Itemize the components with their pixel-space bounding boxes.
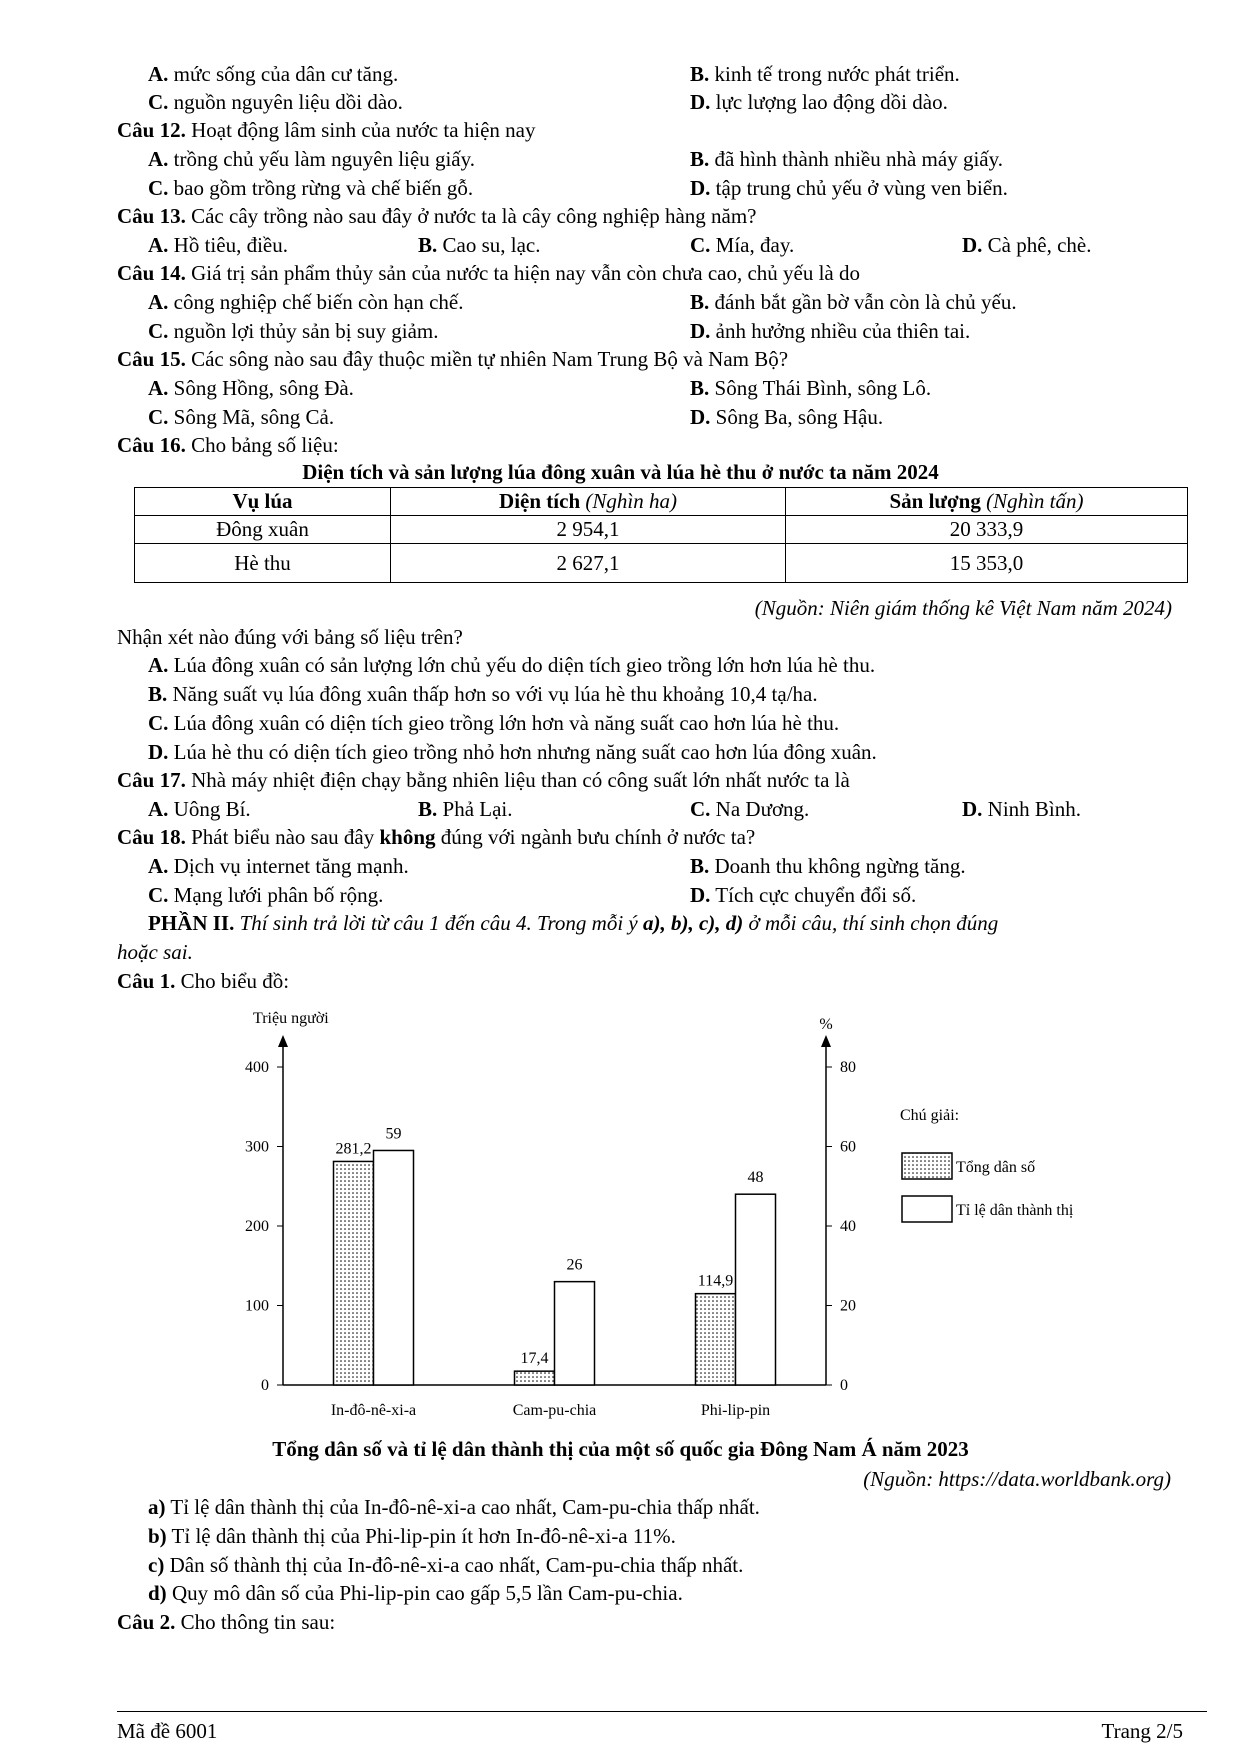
part2-instruction: PHẦN II. Thí sinh trả lời từ câu 1 đến câu 4. Trong mỗi ý a), b), c), d) ở mỗi câu, thí sinh chọn đúng bbox=[148, 911, 999, 935]
q13-stem: Câu 13. Các cây trồng nào sau đây ở nước ta là cây công nghiệp hàng năm? bbox=[117, 204, 757, 228]
p2q1-statement-a: a) Tỉ lệ dân thành thị của In-đô-nê-xi-a cao nhất, Cam-pu-chia thấp nhất. bbox=[148, 1495, 760, 1519]
q11-option-d: D. lực lượng lao động dồi dào. bbox=[690, 90, 948, 114]
q11-option-a: A. mức sống của dân cư tăng. bbox=[148, 62, 399, 86]
table-header-output: Sản lượng (Nghìn tấn) bbox=[786, 488, 1188, 516]
bar-urban-rate-label: 59 bbox=[385, 1125, 402, 1143]
left-tick-label: 100 bbox=[245, 1297, 269, 1315]
chart-caption: Tổng dân số và tỉ lệ dân thành thị của một số quốc gia Đông Nam Á năm 2023 bbox=[272, 1437, 969, 1461]
category-label: Cam-pu-chia bbox=[512, 1402, 597, 1419]
q12-option-c: C. bao gồm trồng rừng và chế biến gỗ. bbox=[148, 176, 474, 200]
bar-population-label: 17,4 bbox=[520, 1350, 549, 1368]
p2q1-statement-c: c) Dân số thành thị của In-đô-nê-xi-a cao nhất, Cam-pu-chia thấp nhất. bbox=[148, 1553, 744, 1577]
right-tick-label: 0 bbox=[840, 1377, 848, 1394]
left-tick-label: 0 bbox=[261, 1377, 269, 1394]
q13-option-b: B. Cao su, lạc. bbox=[418, 233, 541, 257]
bar-urban-rate-label: 26 bbox=[566, 1256, 583, 1274]
table-cell-output: 20 333,9 bbox=[786, 516, 1188, 544]
p2q1-statement-d: d) Quy mô dân số của Phi-lip-pin cao gấp 5,5 lần Cam-pu-chia. bbox=[148, 1581, 683, 1605]
q15-option-d: D. Sông Ba, sông Hậu. bbox=[690, 405, 884, 429]
q14-option-a: A. công nghiệp chế biến còn hạn chế. bbox=[148, 290, 464, 314]
legend-swatch-urban-rate bbox=[902, 1196, 952, 1222]
q17-option-c: C. Na Dương. bbox=[690, 797, 810, 821]
q18-stem: Câu 18. Phát biểu nào sau đây không đúng với ngành bưu chính ở nước ta? bbox=[117, 825, 756, 849]
table-cell-output: 15 353,0 bbox=[786, 544, 1188, 583]
q17-option-b: B. Phả Lại. bbox=[418, 797, 513, 821]
table-cell-area: 2 627,1 bbox=[391, 544, 786, 583]
bar-urban-rate bbox=[555, 1282, 595, 1385]
legend-label-urban-rate: Tỉ lệ dân thành thị bbox=[956, 1202, 1074, 1219]
bar-population-label: 281,2 bbox=[335, 1140, 372, 1158]
q12-stem: Câu 12. Hoạt động lâm sinh của nước ta hiện nay bbox=[117, 118, 536, 142]
q18-option-a: A. Dịch vụ internet tăng mạnh. bbox=[148, 854, 409, 878]
footer-rule bbox=[117, 1711, 1207, 1712]
part2-instruction-cont: hoặc sai. bbox=[117, 940, 193, 964]
right-tick-label: 60 bbox=[840, 1138, 856, 1156]
bar-population bbox=[696, 1294, 736, 1385]
table-header-area: Diện tích (Nghìn ha) bbox=[391, 488, 786, 516]
q16-source: (Nguồn: Niên giám thống kê Việt Nam năm 2024) bbox=[754, 596, 1172, 620]
table-cell-season: Đông xuân bbox=[135, 516, 391, 544]
bar-urban-rate-label: 48 bbox=[747, 1169, 764, 1187]
q16-option-b: B. Năng suất vụ lúa đông xuân thấp hơn so với vụ lúa hè thu khoảng 10,4 tạ/ha. bbox=[148, 682, 818, 706]
q15-stem: Câu 15. Các sông nào sau đây thuộc miền tự nhiên Nam Trung Bộ và Nam Bộ? bbox=[117, 347, 789, 371]
q15-option-a: A. Sông Hồng, sông Đà. bbox=[148, 376, 354, 400]
q16-table-title: Diện tích và sản lượng lúa đông xuân và lúa hè thu ở nước ta năm 2024 bbox=[302, 460, 939, 484]
table-cell-area: 2 954,1 bbox=[391, 516, 786, 544]
q18-option-b: B. Doanh thu không ngừng tăng. bbox=[690, 854, 966, 878]
q14-option-b: B. đánh bắt gần bờ vẫn còn là chủ yếu. bbox=[690, 290, 1017, 314]
page-number: Trang 2/5 bbox=[1101, 1719, 1183, 1743]
legend-swatch-population bbox=[902, 1153, 952, 1179]
q17-option-d: D. Ninh Bình. bbox=[962, 797, 1082, 821]
q13-option-d: D. Cà phê, chè. bbox=[962, 233, 1092, 257]
table-header-season: Vụ lúa bbox=[135, 488, 391, 516]
q16-option-c: C. Lúa đông xuân có diện tích gieo trồng lớn hơn và năng suất cao hơn lúa hè thu. bbox=[148, 711, 840, 735]
left-axis-title: Triệu người bbox=[253, 1010, 329, 1027]
q16-stem: Câu 16. Cho bảng số liệu: bbox=[117, 433, 339, 457]
bar-population bbox=[334, 1161, 374, 1385]
q11-option-b: B. kinh tế trong nước phát triển. bbox=[690, 62, 960, 86]
q17-stem: Câu 17. Nhà máy nhiệt điện chạy bằng nhiên liệu than có công suất lớn nhất nước ta là bbox=[117, 768, 850, 792]
q15-option-b: B. Sông Thái Bình, sông Lô. bbox=[690, 376, 932, 400]
bar-population-label: 114,9 bbox=[697, 1272, 734, 1290]
p2q2-stem: Câu 2. Cho thông tin sau: bbox=[117, 1610, 336, 1634]
right-tick-label: 40 bbox=[840, 1218, 856, 1235]
bar-urban-rate bbox=[374, 1150, 414, 1385]
q18-option-d: D. Tích cực chuyển đổi số. bbox=[690, 883, 917, 907]
q14-option-d: D. ảnh hưởng nhiều của thiên tai. bbox=[690, 319, 971, 343]
category-label: Phi-lip-pin bbox=[700, 1402, 771, 1419]
p2q1-stem: Câu 1. Cho biểu đồ: bbox=[117, 969, 290, 993]
legend-title: Chú giải: bbox=[900, 1107, 960, 1124]
q17-option-a: A. Uông Bí. bbox=[148, 797, 251, 821]
q16-prompt: Nhận xét nào đúng với bảng số liệu trên? bbox=[117, 625, 463, 649]
right-tick-label: 20 bbox=[840, 1297, 856, 1315]
q14-stem: Câu 14. Giá trị sản phẩm thủy sản của nước ta hiện nay vẫn còn chưa cao, chủ yếu là do bbox=[117, 261, 861, 285]
left-tick-label: 300 bbox=[245, 1138, 269, 1156]
category-label: In-đô-nê-xi-a bbox=[330, 1402, 417, 1419]
right-tick-label: 80 bbox=[840, 1059, 856, 1076]
q14-option-c: C. nguồn lợi thủy sản bị suy giảm. bbox=[148, 319, 439, 343]
q12-option-d: D. tập trung chủ yếu ở vùng ven biển. bbox=[690, 176, 1008, 200]
right-axis-arrow-icon bbox=[821, 1035, 831, 1047]
left-tick-label: 200 bbox=[245, 1218, 269, 1235]
q13-option-a: A. Hồ tiêu, điều. bbox=[148, 233, 288, 257]
bar-population bbox=[515, 1371, 555, 1385]
q18-option-c: C. Mạng lưới phân bố rộng. bbox=[148, 883, 384, 907]
left-tick-label: 400 bbox=[245, 1059, 269, 1076]
bar-urban-rate bbox=[736, 1194, 776, 1385]
left-axis-arrow-icon bbox=[278, 1035, 288, 1047]
right-axis-title: % bbox=[819, 1016, 833, 1033]
p2q1-statement-b: b) Tỉ lệ dân thành thị của Phi-lip-pin ít hơn In-đô-nê-xi-a 11%. bbox=[148, 1524, 676, 1548]
exam-code: Mã đề 6001 bbox=[117, 1719, 218, 1743]
q12-option-b: B. đã hình thành nhiều nhà máy giấy. bbox=[690, 147, 1003, 171]
q16-option-a: A. Lúa đông xuân có sản lượng lớn chủ yếu do diện tích gieo trồng lớn hơn lúa hè thu. bbox=[148, 653, 876, 677]
q16-option-d: D. Lúa hè thu có diện tích gieo trồng nhỏ hơn nhưng năng suất cao hơn lúa đông xuân. bbox=[148, 740, 877, 764]
chart-source: (Nguồn: https://data.worldbank.org) bbox=[863, 1467, 1171, 1491]
q11-option-c: C. nguồn nguyên liệu dồi dào. bbox=[148, 90, 403, 114]
q13-option-c: C. Mía, đay. bbox=[690, 233, 795, 257]
table-cell-season: Hè thu bbox=[135, 544, 391, 583]
legend-label-population: Tổng dân số bbox=[956, 1159, 1036, 1176]
q15-option-c: C. Sông Mã, sông Cả. bbox=[148, 405, 335, 429]
q12-option-a: A. trồng chủ yếu làm nguyên liệu giấy. bbox=[148, 147, 475, 171]
